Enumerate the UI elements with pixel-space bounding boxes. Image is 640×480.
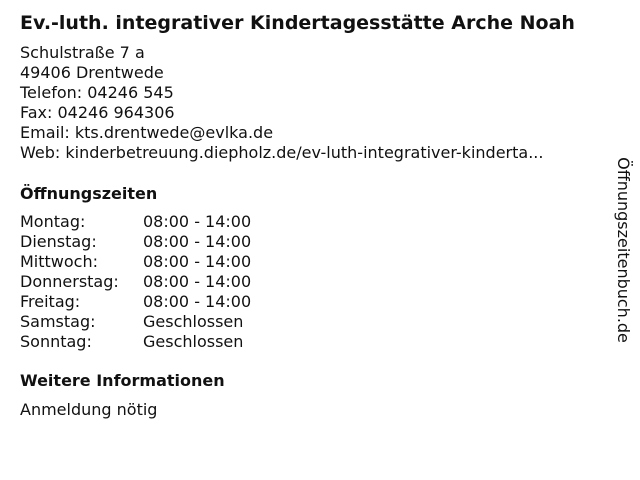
city-address: 49406 Drentwede [20,63,164,82]
time-value: 08:00 - 14:00 [143,272,252,291]
day-label: Donnerstag: [20,272,119,291]
day-label: Samstag: [20,312,96,331]
facility-title: Ev.-luth. integrativer Kindertagesstätte Arche Noah [20,12,575,34]
hours-row-wednesday [20,252,610,272]
day-label: Sonntag: [20,332,92,351]
facility-details [20,11,610,420]
hours-row-friday [20,292,610,312]
hours-row-monday [20,212,610,232]
day-label: Freitag: [20,292,81,311]
side-brand-watermark: Öffnungszeitenbuch.de [614,157,633,343]
email-address: Email: kts.drentwede@evlka.de [20,123,274,142]
opening-hours-heading: Öffnungszeiten [20,184,158,203]
hours-row-thursday [20,272,610,292]
hours-row-sunday [20,332,610,352]
more-info-text: Anmeldung nötig [20,400,158,419]
time-value: 08:00 - 14:00 [143,212,252,231]
phone-number: Telefon: 04246 545 [20,83,174,102]
opening-hours-table [20,212,610,352]
more-info-heading: Weitere Informationen [20,371,225,390]
hours-row-saturday [20,312,610,332]
day-label: Mittwoch: [20,252,98,271]
street-address: Schulstraße 7 a [20,43,145,62]
day-label: Dienstag: [20,232,97,251]
time-value: 08:00 - 14:00 [143,252,252,271]
time-value: 08:00 - 14:00 [143,292,252,311]
website-line: Web: kinderbetreuung.diepholz.de/ev-luth-integrativer-kinderta... [20,143,544,162]
hours-row-tuesday [20,232,610,252]
time-value: 08:00 - 14:00 [143,232,252,251]
time-value: Geschlossen [143,332,244,351]
time-value: Geschlossen [143,312,244,331]
fax-number: Fax: 04246 964306 [20,103,175,122]
contact-block [20,43,610,163]
day-label: Montag: [20,212,86,231]
